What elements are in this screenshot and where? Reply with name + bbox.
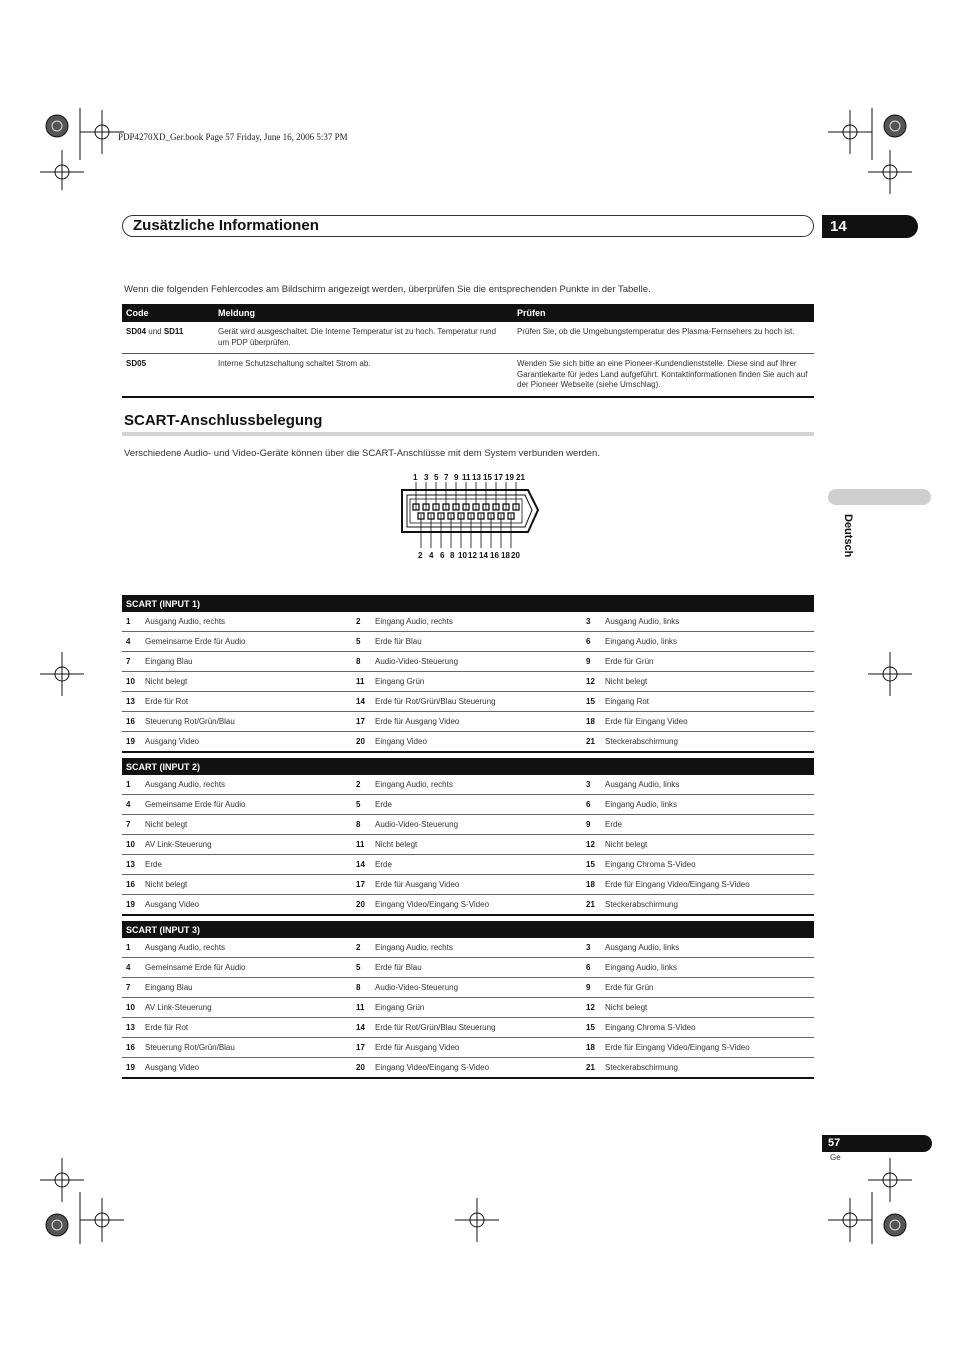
pin-function: Ausgang Video (145, 1058, 352, 1079)
pin-number: 2 (352, 775, 375, 795)
pin-number: 14 (352, 692, 375, 712)
pin-label: 2 (418, 551, 423, 560)
pin-number: 11 (352, 672, 375, 692)
pin-function: Ausgang Video (145, 895, 352, 916)
pin-function: Eingang Video (375, 732, 582, 753)
pin-function: Steckerabschirmung (605, 1058, 814, 1079)
pin-function: Erde für Eingang Video/Eingang S-Video (605, 1038, 814, 1058)
crop-crosshair-icon (40, 1158, 84, 1202)
pin-number: 16 (122, 712, 145, 732)
pin-number: 3 (582, 775, 605, 795)
crop-crosshair-icon (455, 1198, 499, 1242)
pin-function: Audio-Video-Steuerung (375, 652, 582, 672)
pin-label: 15 (483, 473, 492, 482)
scart-input3-table (122, 921, 814, 1079)
pin-function: Erde für Rot (145, 692, 352, 712)
chapter-number: 14 (822, 215, 918, 238)
table-row (122, 1018, 814, 1038)
table-row (122, 775, 814, 795)
crop-crosshair-icon (828, 110, 872, 154)
error-message: Gerät wird ausgeschaltet. Die Interne Temperatur ist zu hoch. Temperatur rund um PDP überprüfen. (214, 322, 513, 354)
pin-function: Erde für Blau (375, 958, 582, 978)
pin-function: Eingang Grün (375, 998, 582, 1018)
pin-function: Nicht belegt (605, 835, 814, 855)
pin-number: 3 (582, 938, 605, 958)
pin-function: Erde für Eingang Video (605, 712, 814, 732)
pin-function: Ausgang Audio, rechts (145, 775, 352, 795)
pin-number: 10 (122, 672, 145, 692)
pin-number: 8 (352, 815, 375, 835)
pin-function: Eingang Audio, links (605, 632, 814, 652)
pin-number: 9 (582, 652, 605, 672)
pin-function: Ausgang Video (145, 732, 352, 753)
pin-number: 17 (352, 875, 375, 895)
pin-function: Erde für Grün (605, 652, 814, 672)
pin-function: Erde für Ausgang Video (375, 712, 582, 732)
pin-label: 3 (424, 473, 429, 482)
pin-number: 13 (122, 855, 145, 875)
pin-label: 10 (458, 551, 467, 560)
pin-function: Steuerung Rot/Grün/Blau (145, 1038, 352, 1058)
pin-number: 11 (352, 835, 375, 855)
pin-function: Erde (375, 855, 582, 875)
language-tab (828, 489, 931, 505)
pin-function: Ausgang Audio, links (605, 775, 814, 795)
pin-label: 20 (511, 551, 520, 560)
pin-function: Eingang Rot (605, 692, 814, 712)
pin-function: Eingang Blau (145, 978, 352, 998)
pin-number: 18 (582, 875, 605, 895)
pin-number: 9 (582, 815, 605, 835)
pin-function: AV Link-Steuerung (145, 998, 352, 1018)
pin-function: Nicht belegt (145, 815, 352, 835)
pin-number: 20 (352, 732, 375, 753)
pin-function: Steckerabschirmung (605, 895, 814, 916)
error-message: Interne Schutzschaltung schaltet Strom ab. (214, 354, 513, 397)
pin-function: Eingang Grün (375, 672, 582, 692)
error-check: Wenden Sie sich bitte an eine Pioneer-Kundendienststelle. Diese sind auf Ihrer Garantiekarte für jedes Land aufgeführt. Kontaktinformationen finden Sie auch auf der Pioneer Webseite (siehe Umschlag). (513, 354, 814, 397)
table-row (122, 855, 814, 875)
crop-crosshair-icon (40, 150, 84, 190)
pin-label: 18 (501, 551, 510, 560)
pin-function: Erde für Rot (145, 1018, 352, 1038)
pin-number: 7 (122, 652, 145, 672)
table-title: SCART (INPUT 3) (122, 921, 814, 938)
registration-target-icon (46, 115, 68, 137)
pin-label: 11 (462, 473, 471, 482)
crop-crosshair-icon (868, 1158, 912, 1202)
table-row (122, 612, 814, 632)
pin-label: 5 (434, 473, 439, 482)
table-row (122, 652, 814, 672)
pin-function: Erde (145, 855, 352, 875)
pin-function: Eingang Audio, links (605, 958, 814, 978)
pin-function: Ausgang Audio, links (605, 612, 814, 632)
scart-input1-table (122, 595, 814, 753)
pin-label: 1 (413, 473, 418, 482)
pin-number: 10 (122, 835, 145, 855)
registration-target-icon (884, 1214, 906, 1236)
pin-function: Audio-Video-Steuerung (375, 815, 582, 835)
scart-connector-diagram (396, 482, 546, 550)
pin-function: Eingang Video/Eingang S-Video (375, 1058, 582, 1079)
pin-function: Erde für Rot/Grün/Blau Steuerung (375, 692, 582, 712)
pin-function: Eingang Chroma S-Video (605, 855, 814, 875)
pin-number: 13 (122, 692, 145, 712)
table-header-row (122, 304, 814, 322)
pin-number: 10 (122, 998, 145, 1018)
pin-number: 1 (122, 775, 145, 795)
pin-number: 6 (582, 958, 605, 978)
pin-label: 17 (494, 473, 503, 482)
table-row (122, 835, 814, 855)
section-title: SCART-Anschlussbelegung (124, 412, 323, 429)
pin-label: 13 (472, 473, 481, 482)
pin-function: Gemeinsame Erde für Audio (145, 958, 352, 978)
pin-number: 12 (582, 672, 605, 692)
pin-number: 1 (122, 612, 145, 632)
table-row (122, 795, 814, 815)
pin-label: 19 (505, 473, 514, 482)
pin-function: Eingang Audio, rechts (375, 612, 582, 632)
pin-label: 4 (429, 551, 434, 560)
print-header: PDP4270XD_Ger.book Page 57 Friday, June 16, 2006 5:37 PM (118, 132, 348, 142)
pin-label: 14 (479, 551, 488, 560)
pin-number: 12 (582, 835, 605, 855)
pin-function: Nicht belegt (605, 672, 814, 692)
pin-label: 9 (454, 473, 459, 482)
error-code: SD04 und SD11 (122, 322, 214, 354)
table-row (122, 895, 814, 916)
pin-label: 8 (450, 551, 455, 560)
pin-function: Eingang Chroma S-Video (605, 1018, 814, 1038)
pin-number: 16 (122, 1038, 145, 1058)
error-code-table (122, 304, 814, 398)
table-title: SCART (INPUT 1) (122, 595, 814, 612)
pin-function: Ausgang Audio, rechts (145, 938, 352, 958)
table-row (122, 672, 814, 692)
pin-number: 16 (122, 875, 145, 895)
table-row (122, 322, 814, 354)
table-row (122, 998, 814, 1018)
table-row (122, 732, 814, 753)
table-row (122, 978, 814, 998)
pin-number: 7 (122, 978, 145, 998)
language-label: Deutsch (842, 514, 854, 558)
table-row (122, 875, 814, 895)
pin-number: 18 (582, 712, 605, 732)
header-message: Meldung (214, 304, 513, 322)
pin-number: 14 (352, 1018, 375, 1038)
pin-function: Eingang Blau (145, 652, 352, 672)
pin-number: 15 (582, 855, 605, 875)
pin-number: 17 (352, 1038, 375, 1058)
crop-crosshair-icon (868, 652, 912, 696)
pin-number: 3 (582, 612, 605, 632)
pin-number: 7 (122, 815, 145, 835)
pin-number: 9 (582, 978, 605, 998)
pin-number: 4 (122, 958, 145, 978)
pin-function: Ausgang Audio, rechts (145, 612, 352, 632)
pin-function: Nicht belegt (375, 835, 582, 855)
pin-number: 8 (352, 978, 375, 998)
pin-function: Eingang Audio, rechts (375, 938, 582, 958)
pin-number: 6 (582, 632, 605, 652)
pin-function: Erde für Grün (605, 978, 814, 998)
pin-number: 17 (352, 712, 375, 732)
pin-label: 6 (440, 551, 445, 560)
error-check: Prüfen Sie, ob die Umgebungstemperatur des Plasma-Fernsehers zu hoch ist. (513, 322, 814, 354)
pin-number: 21 (582, 895, 605, 916)
pin-function: Erde (375, 795, 582, 815)
scart-input2-table (122, 758, 814, 916)
chapter-title: Zusätzliche Informationen (133, 217, 319, 234)
pin-function: Gemeinsame Erde für Audio (145, 795, 352, 815)
pin-number: 12 (582, 998, 605, 1018)
pin-function: Erde für Ausgang Video (375, 1038, 582, 1058)
scart-intro: Verschiedene Audio- und Video-Geräte können über die SCART-Anschlüsse mit dem System verbunden werden. (124, 448, 600, 459)
pin-function: Eingang Video/Eingang S-Video (375, 895, 582, 916)
pin-function: Ausgang Audio, links (605, 938, 814, 958)
pin-number: 11 (352, 998, 375, 1018)
pin-number: 21 (582, 732, 605, 753)
pin-number: 6 (582, 795, 605, 815)
pin-number: 18 (582, 1038, 605, 1058)
pin-function: Steuerung Rot/Grün/Blau (145, 712, 352, 732)
pin-number: 1 (122, 938, 145, 958)
pin-function: Eingang Audio, rechts (375, 775, 582, 795)
table-row (122, 1038, 814, 1058)
pin-number: 19 (122, 732, 145, 753)
pin-number: 15 (582, 1018, 605, 1038)
table-title: SCART (INPUT 2) (122, 758, 814, 775)
pin-function: Erde für Ausgang Video (375, 875, 582, 895)
pin-number: 2 (352, 612, 375, 632)
registration-target-icon (884, 115, 906, 137)
crop-crosshair-icon (40, 652, 84, 696)
pin-number: 20 (352, 1058, 375, 1079)
table-row (122, 958, 814, 978)
pin-function: Steckerabschirmung (605, 732, 814, 753)
table-row (122, 938, 814, 958)
pin-function: AV Link-Steuerung (145, 835, 352, 855)
table-row (122, 692, 814, 712)
pin-number: 13 (122, 1018, 145, 1038)
pin-function: Erde für Rot/Grün/Blau Steuerung (375, 1018, 582, 1038)
pin-number: 14 (352, 855, 375, 875)
pin-label: 7 (444, 473, 449, 482)
pin-number: 20 (352, 895, 375, 916)
table-row (122, 815, 814, 835)
table-row (122, 632, 814, 652)
pin-function: Nicht belegt (145, 672, 352, 692)
error-code: SD05 (122, 354, 214, 397)
pin-label: 12 (468, 551, 477, 560)
pin-number: 4 (122, 795, 145, 815)
pin-number: 21 (582, 1058, 605, 1079)
pin-number: 15 (582, 692, 605, 712)
page-number: 57 (822, 1135, 932, 1152)
pin-number: 4 (122, 632, 145, 652)
error-intro: Wenn die folgenden Fehlercodes am Bildschirm angezeigt werden, überprüfen Sie die entsprechenden Punkte in der Tabelle. (124, 284, 651, 295)
table-row (122, 354, 814, 397)
crop-crosshair-icon (80, 1198, 124, 1242)
pin-number: 19 (122, 895, 145, 916)
pin-number: 2 (352, 938, 375, 958)
table-row (122, 1058, 814, 1079)
page-language-code: Ge (830, 1153, 841, 1162)
crop-crosshair-icon (868, 150, 912, 194)
header-code: Code (122, 304, 214, 322)
pin-label: 21 (516, 473, 525, 482)
crop-crosshair-icon (828, 1198, 872, 1242)
pin-number: 5 (352, 958, 375, 978)
header-check: Prüfen (513, 304, 814, 322)
pin-function: Erde für Blau (375, 632, 582, 652)
pin-label: 16 (490, 551, 499, 560)
pin-function: Gemeinsame Erde für Audio (145, 632, 352, 652)
pin-function: Nicht belegt (145, 875, 352, 895)
pin-function: Eingang Audio, links (605, 795, 814, 815)
pin-number: 19 (122, 1058, 145, 1079)
pin-function: Nicht belegt (605, 998, 814, 1018)
pin-function: Audio-Video-Steuerung (375, 978, 582, 998)
pin-function: Erde für Eingang Video/Eingang S-Video (605, 875, 814, 895)
table-row (122, 712, 814, 732)
pin-number: 5 (352, 632, 375, 652)
pin-function: Erde (605, 815, 814, 835)
pin-number: 5 (352, 795, 375, 815)
registration-target-icon (46, 1214, 68, 1236)
pin-number: 8 (352, 652, 375, 672)
section-divider (122, 432, 814, 436)
